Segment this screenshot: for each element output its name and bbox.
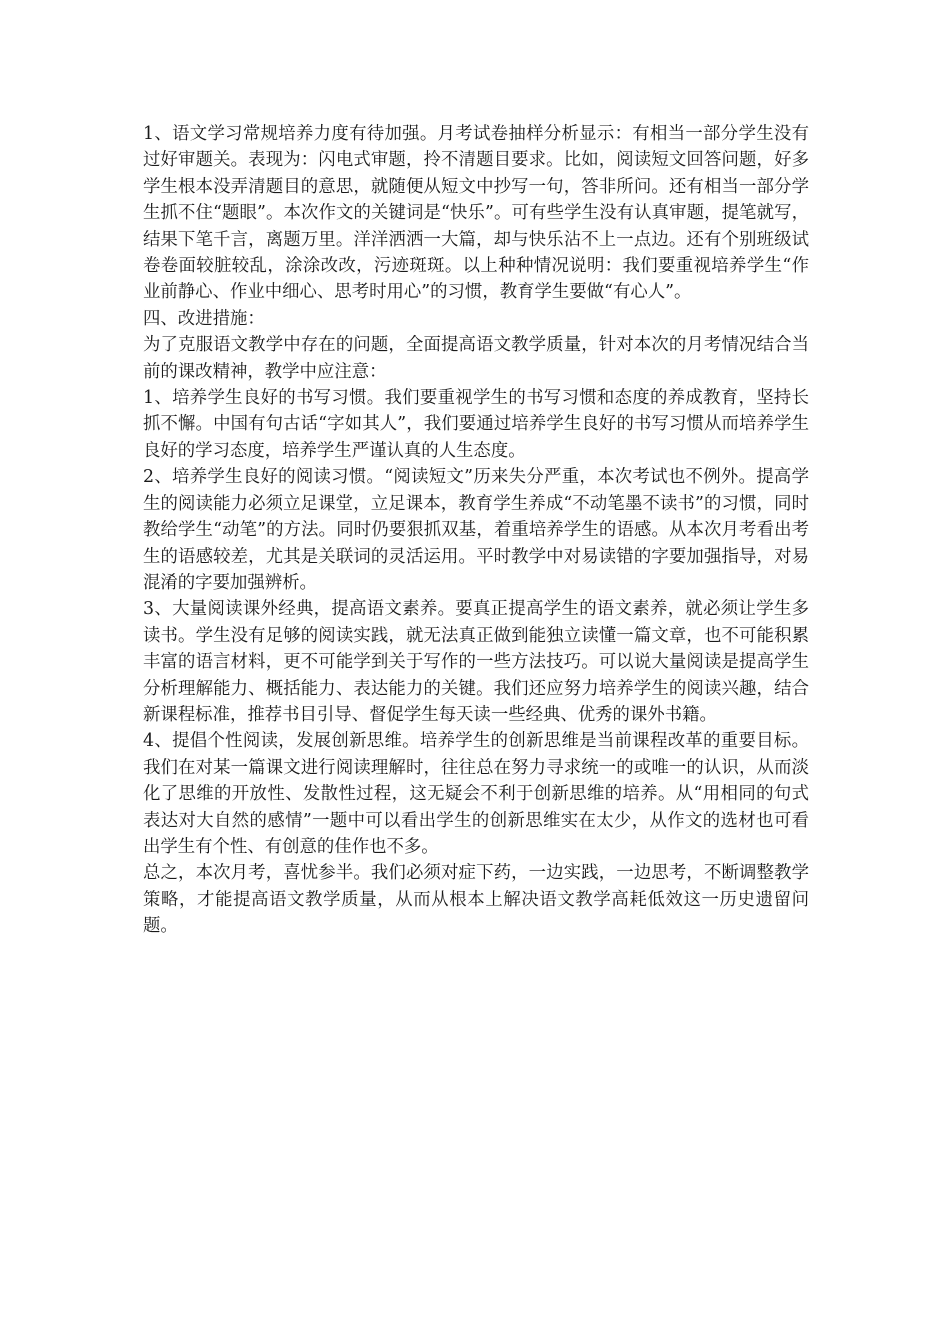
paragraph-measure-4-creativity: 4、提倡个性阅读，发展创新思维。培养学生的创新思维是当前课程改革的重要目标。我们在对某一篇课文进行阅读理解时，往往总在努力寻求统一的或唯一的认识，从而淡化了思维的开放性、发散性过程，这无疑会不利于创新思维的培养。从“用相同的句式表达对大自然的感情”一题中可以看出学生的创新思维实在太少，从作文的选材也可看出学生有个性、有创意的佳作也不多。 bbox=[143, 731, 809, 857]
paragraph-measures-intro: 为了克服语文教学中存在的问题，全面提高语文教学质量，针对本次的月考情况结合当前的课改精神，教学中应注意： bbox=[143, 335, 809, 382]
paragraph-measure-3-extracurricular: 3、大量阅读课外经典，提高语文素养。要真正提高学生的语文素养，就必须让学生多读书。学生没有足够的阅读实践，就无法真正做到能独立读懂一篇文章，也不可能积累丰富的语言材料，更不可能学到关于写作的一些方法技巧。可以说大量阅读是提高学生分析理解能力、概括能力、表达能力的关键。我们还应努力培养学生的阅读兴趣，结合新课程标准，推荐书目引导、督促学生每天读一些经典、优秀的课外书籍。 bbox=[143, 599, 809, 725]
document-body bbox=[143, 121, 809, 940]
paragraph-point-1-habits: 1、语文学习常规培养力度有待加强。月考试卷抽样分析显示：有相当一部分学生没有过好审题关。表现为：闪电式审题，拎不清题目要求。比如，阅读短文回答问题，好多学生根本没弄清题目的意思，就随便从短文中抄写一句，答非所问。还有相当一部分学生抓不住“题眼”。本次作文的关键词是“快乐”。可有些学生没有认真审题，提笔就写，结果下笔千言，离题万里。洋洋洒洒一大篇，却与快乐沾不上一点边。还有个别班级试卷卷面较脏较乱，涂涂改改，污迹斑斑。以上种种情况说明：我们要重视培养学生“作业前静心、作业中细心、思考时用心”的习惯，教育学生要做“有心人”。 bbox=[143, 124, 809, 303]
section-heading-improvement-measures: 四、改进措施： bbox=[143, 308, 265, 329]
paragraph-conclusion: 总之，本次月考，喜忧参半。我们必须对症下药，一边实践，一边思考，不断调整教学策略，才能提高语文教学质量，从而从根本上解决语文教学高耗低效这一历史遗留问题。 bbox=[143, 863, 809, 937]
paragraph-measure-2-reading: 2、培养学生良好的阅读习惯。“阅读短文”历来失分严重，本次考试也不例外。提高学生的阅读能力必须立足课堂，立足课本，教育学生养成“不动笔墨不读书”的习惯，同时教给学生“动笔”的方法。同时仍要狠抓双基，着重培养学生的语感。从本次月考看出考生的语感较差，尤其是关联词的灵活运用。平时教学中对易读错的字要加强指导，对易混淆的字要加强辨析。 bbox=[143, 467, 809, 593]
paragraph-measure-1-writing: 1、培养学生良好的书写习惯。我们要重视学生的书写习惯和态度的养成教育，坚持长抓不懈。中国有句古话“字如其人”，我们要通过培养学生良好的书写习惯从而培养学生良好的学习态度，培养学生严谨认真的人生态度。 bbox=[143, 388, 809, 461]
